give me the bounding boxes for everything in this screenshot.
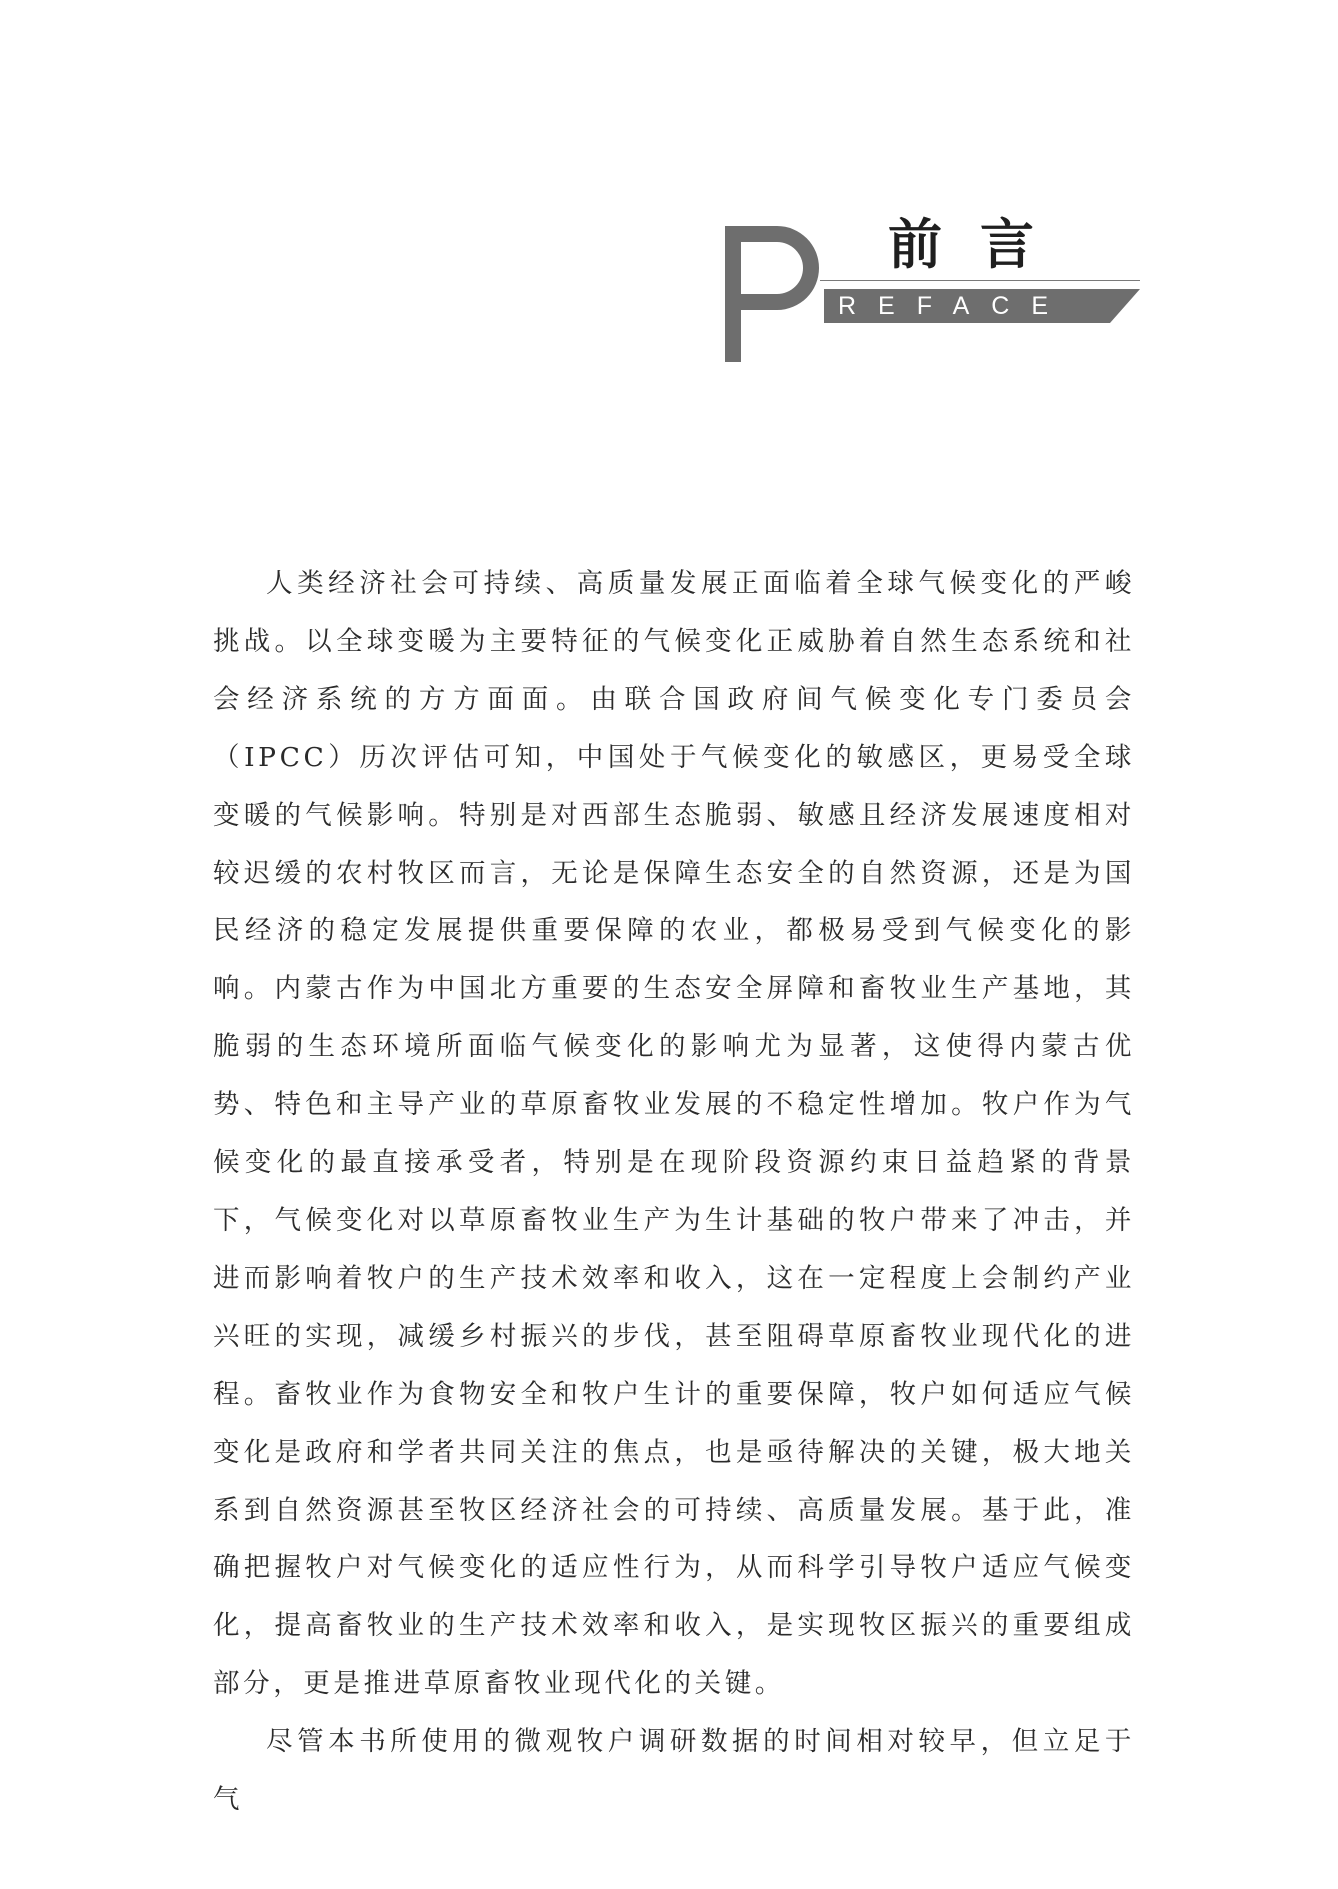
preface-header: [0, 0, 1338, 380]
paragraph: 尽管本书所使用的微观牧户调研数据的时间相对较早，但立足于气: [213, 1726, 1135, 1816]
preface-english-label: REFACE: [838, 292, 1071, 320]
page-title: 前言: [888, 213, 1072, 276]
preface-initial-p: [725, 226, 835, 362]
title-underline: [820, 280, 1140, 281]
preface-body: [213, 555, 1135, 1829]
paragraph: 人类经济社会可持续、高质量发展正面临着全球气候变化的严峻挑战。以全球变暖为主要特征的气候变化正威胁着自然生态系统和社会经济系统的方方面面。由联合国政府间气候变化专门委员会（IPCC）历次评估可知，中国处于气候变化的敏感区，更易受全球变暖的气候影响。特别是对西部生态脆弱、敏感且经济发展速度相对较迟缓的农村牧区而言，无论是保障生态安全的自然资源，还是为国民经济的稳定发展提供重要保障的农业，都极易受到气候变化的影响。内蒙古作为中国北方重要的生态安全屏障和畜牧业生产基地，其脆弱的生态环境所面临气候变化的影响尤为显著，这使得内蒙古优势、特色和主导产业的草原畜牧业发展的不稳定性增加。牧户作为气候变化的最直接承受者，特别是在现阶段资源约束日益趋紧的背景下，气候变化对以草原畜牧业生产为生计基础的牧户带来了冲击，并进而影响着牧户的生产技术效率和收入，这在一定程度上会制约产业兴旺的实现，减缓乡村振兴的步伐，甚至阻碍草原畜牧业现代化的进程。畜牧业作为食物安全和牧户生计的重要保障，牧户如何适应气候变化是政府和学者共同关注的焦点，也是亟待解决的关键，极大地关系到自然资源甚至牧区经济社会的可持续、高质量发展。基于此，准确把握牧户对气候变化的适应性行为，从而科学引导牧户适应气候变化，提高畜牧业的生产技术效率和收入，是实现牧区振兴的重要组成部分，更是推进草原畜牧业现代化的关键。: [213, 568, 1135, 1700]
